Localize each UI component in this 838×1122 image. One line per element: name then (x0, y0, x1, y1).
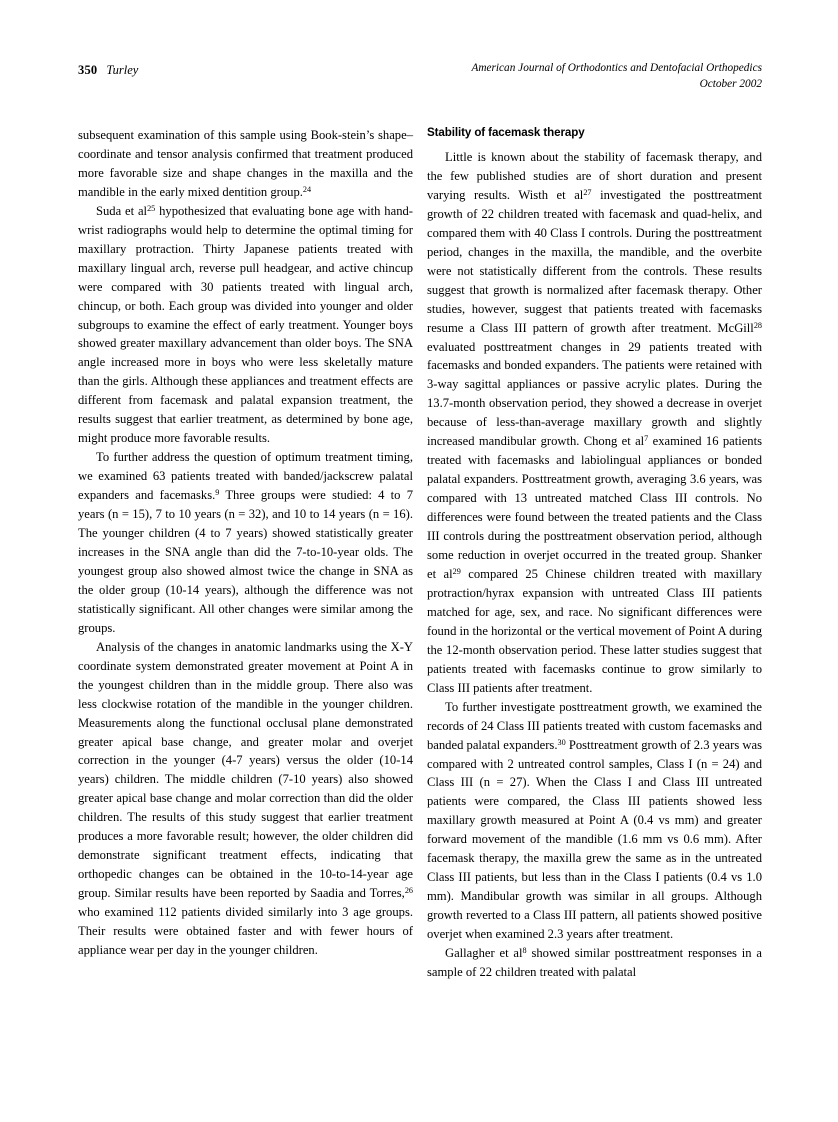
reference-marker: 25 (147, 203, 156, 213)
reference-marker: 28 (753, 320, 762, 330)
reference-marker: 8 (522, 945, 527, 955)
running-head-author: Turley (106, 63, 139, 77)
running-head (78, 61, 762, 101)
paragraph-text: Analysis of the changes in anatomic landmarks using the X-Y coordinate system demonstrated greater movement at Point A in the youngest children than in the middle group. There also was less clockwise rotation of the mandible in the younger children. Measurements along the functional occlusal plane demonstrated greater apical base change, and greater molar and overjet correction in the younger (4-7 years) versus the older (10-14 years) children. The middle children (7-10 years) also showed greater apical base change and molar correction than did the older children. The results of this study suggest that earlier treatment produces a more favorable result; however, the older children did demonstrate significant treatment effects, indicating that orthopedic changes can be obtained in the 10-to-14-year age group. Similar results have been reported by Saadia and Torres, (78, 639, 413, 901)
paragraph-text: examined 16 patients treated with facemasks and labiolingual appliances or bonded palatal expanders. Posttreatment growth, averaging 3.6 years, was compared with 13 untreated matched Class III controls. No differences were found between the treated patients and the Class III controls during the posttreatment observation period, although some reduction in overjet occurred in the treated group. Shanker et al (427, 434, 762, 581)
paragraph-text: Suda et al (96, 203, 148, 218)
two-column-body (78, 126, 762, 1046)
paragraph-text: To further address the question of optimum treatment timing, we examined 63 patients treated with banded/jackscrew palatal expanders and facemasks. (78, 450, 413, 503)
paragraph-text: Little is known about the stability of facemask therapy, and the few published studies are of short duration and present varying results. Wisth et al (427, 150, 762, 202)
issue-date: October 2002 (699, 77, 762, 90)
paragraph-text: Posttreatment growth of 2.3 years was compared with 2 untreated control samples, Class I (n = 24) and Class III (n = 27). When the Class I and Class III untreated patients were compared, the Class III patients showed less maxillary growth measured at Point A (0.4 vs mm) and greater forward movement of the mandible (1.6 mm vs 0.6 mm). After facemask therapy, the maxilla grew the same as in the untreated Class III patients, but less than in the Class I patients (0.4 vs 1.0 mm). Mandibular growth was similar in all groups. Although growth reverted to a Class III pattern, all patients showed positive overjet when examined 2.3 years after treatment. (427, 737, 762, 942)
paragraph (427, 944, 762, 982)
reference-marker: 30 (557, 737, 566, 747)
reference-marker: 29 (452, 566, 461, 576)
journal-title: American Journal of Orthodontics and Dentofacial Orthopedics (471, 62, 762, 74)
paragraph-text: evaluated posttreatment changes in 29 patients treated with facemasks and bonded expanders. The patients were retained with 3-way sagittal appliances or passive acrylic plates. During the 13.7-month observation period, they showed a decrease in overjet because of less-than-average maxillary growth and slightly increased mandibular growth. Chong et al (427, 339, 762, 449)
paragraph-text: compared 25 Chinese children treated with maxillary protraction/hyrax expansion with untreated Class III patients matched for age, sex, and race. No significant differences were found in the horizontal or the vertical movement of Point A during the 12-month observation period. These latter studies suggest that patients treated with facemasks continue to grow similarly to Class III patients after treatment. (427, 566, 762, 695)
right-column (427, 126, 762, 1046)
reference-marker: 9 (215, 487, 220, 497)
reference-marker: 27 (583, 187, 592, 197)
paragraph (427, 148, 762, 698)
paragraph-text: investigated the posttreatment growth of 22 children treated with facemask and quad-helix, and compared them with 40 Class I controls. During the posttreatment period, changes in the maxilla, the mandible, and the overbite were not statistically different from the controls. These results suggest that growth is normalized after facemask therapy. Other studies, however, suggest that patients treated with facemasks resume a Class III pattern of growth after treatment. McGill (427, 187, 762, 335)
left-column (78, 126, 413, 1046)
paragraph (427, 698, 762, 944)
paragraph-text: hypothesized that evaluating bone age with hand-wrist radiographs would help to determine the optimal timing for maxillary protraction. Thirty Japanese patients treated with maxillary lingual arch, reverse pull headgear, and active chincup were compared with 30 patients treated with lingual arch, chincup, or both. Each group was divided into younger and older subgroups to examine the effect of early treatment. Younger boys showed greater maxillary advancement than older boys. The SNA angle increased more in boys who were less skeletally mature than the girls. Although these appliances and treatment effects are different from facemask and palatal expansion treatment, the results suggest that earlier treatment, as determined by bone age, might produce more favorable results. (78, 203, 413, 446)
reference-marker: 26 (404, 885, 413, 895)
page-number: 350 (78, 63, 98, 77)
running-head-left (78, 61, 138, 79)
section-heading: Stability of facemask therapy (427, 126, 585, 139)
paragraph-text: Gallagher et al (445, 946, 523, 961)
paragraph (78, 448, 413, 638)
paragraph-text: Three groups were studied: 4 to 7 years (n = 15), 7 to 10 years (n = 32), and 10 to 14 years (n = 16). The younger children (4 to 7 years) showed statistically greater increases in the SNA angle than did the 7-to-10-year olds. The youngest group also showed almost twice the change in SNA as the older group (10-14 years), although the difference was not statistically significant. All other changes were similar among the groups. (78, 488, 413, 635)
paragraph-text: subsequent examination of this sample using Book-stein’s shape– coordinate and tensor analysis confirmed that treatment produced more favorable size and shape changes in the maxilla and the mandible in the early mixed dentition group. (78, 128, 413, 199)
paragraph (78, 126, 413, 202)
running-head-right (471, 61, 762, 92)
paragraph-text: who examined 112 patients divided similarly into 3 age groups. Their results were obtained faster and with fewer hours of appliance wear per day in the younger children. (78, 905, 413, 957)
reference-marker: 7 (644, 434, 649, 444)
reference-marker: 24 (302, 184, 312, 194)
paragraph (78, 202, 413, 448)
paragraph (78, 638, 413, 960)
paragraph-text: To further investigate posttreatment growth, we examined the records of 24 Class III patients treated with custom facemasks and banded palatal expanders. (427, 699, 762, 752)
paragraph-text: showed similar posttreatment responses in a sample of 22 children treated with palatal (427, 946, 763, 979)
